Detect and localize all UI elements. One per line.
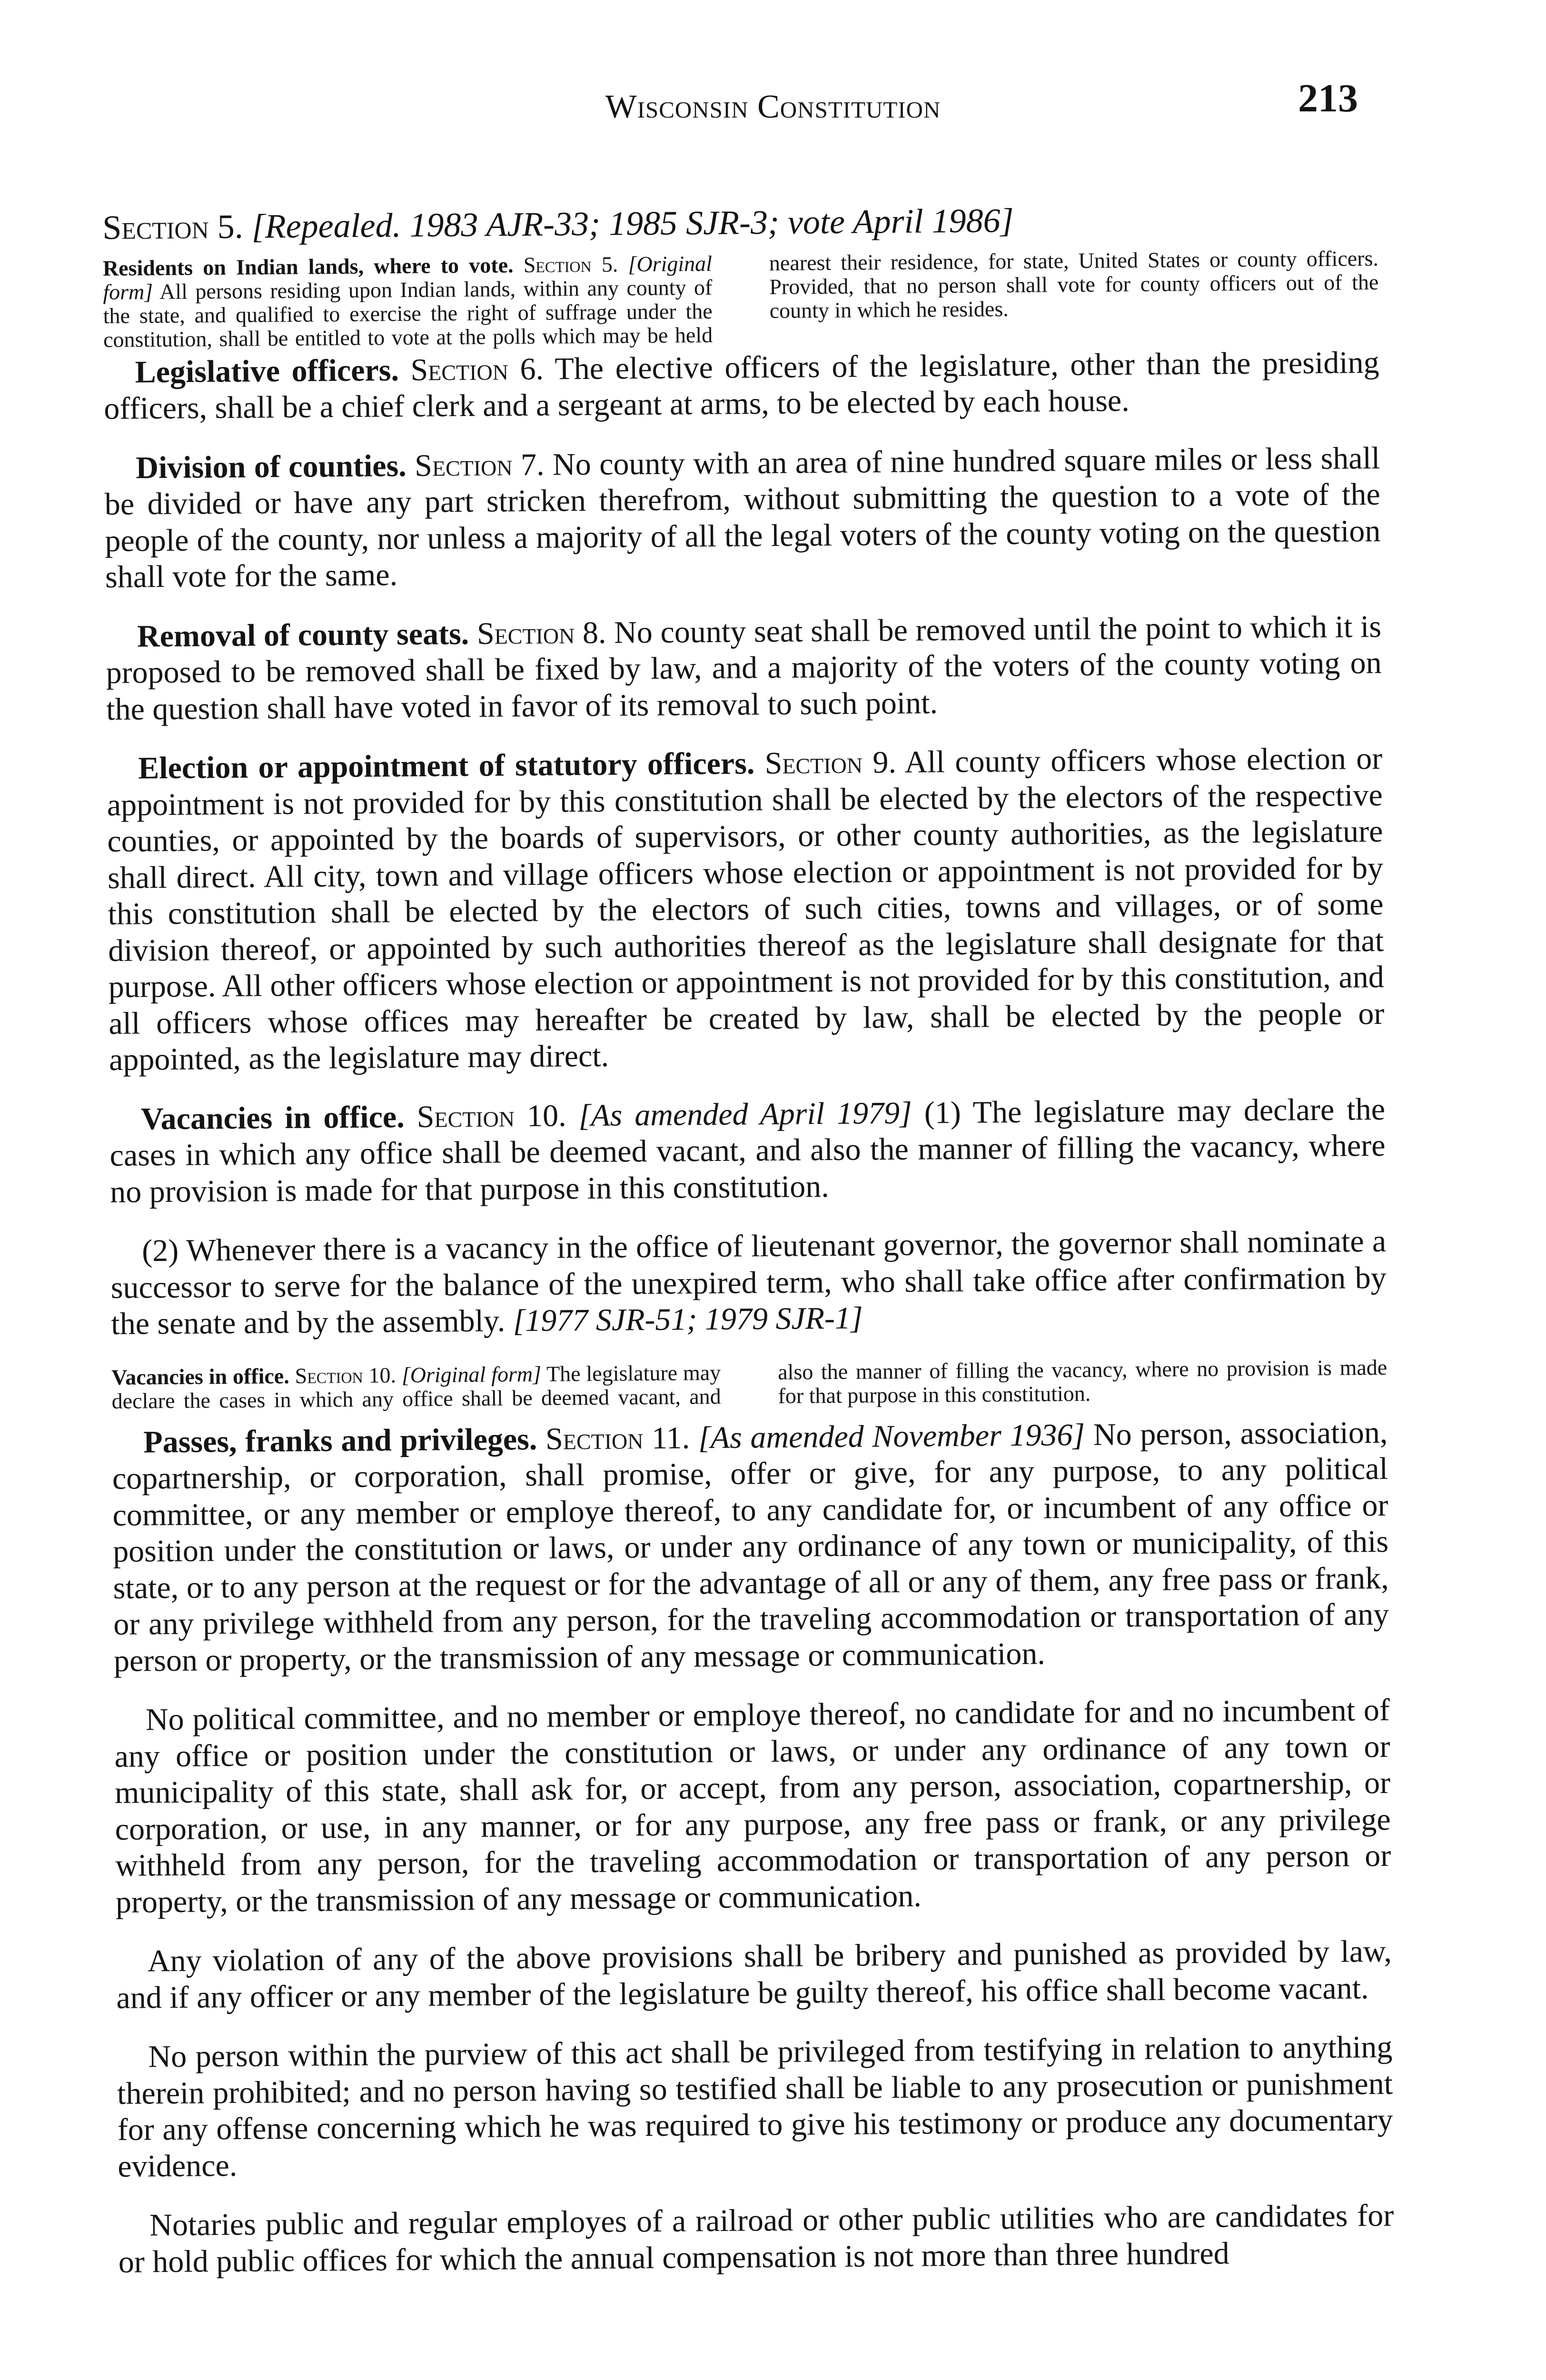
section-label: Section <box>102 208 209 247</box>
section-8 <box>106 608 1382 728</box>
section-number: 11. <box>651 1420 690 1456</box>
body-text <box>102 199 1394 2303</box>
note-section-label: Section <box>295 1363 363 1388</box>
repeal-note: [Repealed. 1983 AJR-33; 1985 SJR-3; vote April 1986] <box>251 201 1014 246</box>
section-heading: Election or appointment of statutory officers. <box>138 746 755 786</box>
amend-note: [As amended November 1936] <box>698 1417 1085 1455</box>
section-label: Section <box>545 1420 644 1457</box>
running-head: Wisconsin Constitution <box>605 89 941 125</box>
historical-note-section-10 <box>111 1355 1387 1413</box>
section-text: No county with an area of nine hundred square miles or less shall be divided or have any part stricken therefrom, without submitting the question to a vote of the people of the county, nor unless a majority of all the legal voters of the county voting on the question shall vote for the same. <box>104 440 1381 595</box>
section-number: 10. <box>526 1098 566 1133</box>
note-section-number: 5. <box>601 251 618 277</box>
historical-note-section-5 <box>103 246 1379 351</box>
section-text: (1) The legislature may declare the cases in which any office shall be deemed vacant, and also the manner of filling the vacancy, where no provision is made for that purpose in this constitution. <box>109 1091 1386 1210</box>
amend-note: [As amended April 1979] <box>578 1095 912 1133</box>
page-number: 213 <box>1298 76 1358 120</box>
section-text: (2) Whenever there is a vacancy in the office of lieutenant governor, the governor shall nominate a successor to serve for the balance of the unexpired term, who shall take office after confirmation by the senate and by the assembly. <box>110 1223 1387 1341</box>
note-heading: Residents on Indian lands, where to vote. <box>102 252 514 280</box>
section-label: Section <box>476 615 575 651</box>
section-11-paragraph-2 <box>114 1692 1392 1921</box>
section-10-paragraph-1 <box>109 1091 1386 1210</box>
section-number: 5. <box>217 207 243 246</box>
section-9 <box>107 741 1385 1079</box>
section-heading: Division of counties. <box>135 448 407 485</box>
section-6 <box>103 344 1379 427</box>
section-label: Section <box>410 351 509 387</box>
section-text: Any violation of any of the above provisions shall be bribery and punished as provided by law, and if any officer or any member of the legislature be guilty thereof, his office shall become vacant. <box>116 1934 1392 2015</box>
section-7 <box>104 440 1381 595</box>
section-10-paragraph-2 <box>110 1223 1387 1343</box>
section-11-paragraph-1 <box>112 1414 1389 1679</box>
section-text: No person within the purview of this act shall be privileged from testifying in relation to anything therein prohibited; and no person having so testified shall be liable to any prosecution or punishment for any offense concerning which he was required to give his testimony or produce any documentary evidence. <box>117 2029 1393 2184</box>
section-heading: Vacancies in office. <box>140 1099 405 1136</box>
section-label: Section <box>414 447 513 483</box>
section-text: The elective officers of the legislature, other than the presiding officers, shall be a chief clerk and a sergeant at arms, to be elected by each house. <box>104 345 1379 426</box>
section-heading: Removal of county seats. <box>137 616 469 654</box>
section-number: 6. <box>520 351 544 387</box>
section-11-paragraph-4 <box>117 2029 1393 2185</box>
section-text: No county seat shall be removed until the point to which it is proposed to be removed shall be fixed by law, and a majority of the voters of the county voting on the question shall have voted in favor of its removal to such point. <box>106 609 1382 727</box>
note-form: [Original form] <box>103 251 713 304</box>
note-heading: Vacancies in office. <box>111 1363 289 1389</box>
section-text: No political committee, and no member or employe thereof, no candidate for and no incumbent of any office or position under the constitution or laws, or under any ordinance of any town or municipality of this state, shall ask for, or accept, from any person, association, copartnership, or corporation, or use, in any manner, or for any purpose, any free pass or frank, or any privilege withheld from any person, for the traveling accommodation or transportation of any person or property, or the transmission of any message or communication. <box>114 1692 1391 1920</box>
section-heading: Passes, franks and privileges. <box>143 1421 537 1459</box>
section-heading: Legislative officers. <box>135 352 399 389</box>
section-label: Section <box>764 745 863 781</box>
section-11-paragraph-5 <box>118 2198 1394 2281</box>
citation: [1977 SJR-51; 1979 SJR-1] <box>513 1300 863 1339</box>
section-11-paragraph-3 <box>116 1934 1392 2016</box>
note-text: All persons residing upon Indian lands, within any county of the state, and qualified to exercise the right of suffrage under the constitution, shall be entitled to vote at the polls which may be held nearest their residence, for state, United States or county officers. Provided, that no person shall vote for county officers out of the county in which he resides. <box>103 246 1379 352</box>
section-text: All county officers whose election or appointment is not provided for by this constitution shall be elected by the electors of the respective counties, or appointed by the boards of supervisors, or other county authorities, as the legislature shall direct. All city, town and village officers whose election or appointment is not provided for by this constitution shall be elected by the electors of such cities, towns and villages, or of some division thereof, or appointed by such authorities thereof as the legislature shall designate for that purpose. All other officers whose election or appointment is not provided for by this constitution, and all officers whose offices may hereafter be created by law, shall be elected by the people or appointed, as the legislature may direct. <box>107 741 1385 1077</box>
section-number: 7. <box>520 447 545 482</box>
section-5-repealed <box>102 199 1378 246</box>
section-number: 9. <box>872 744 897 780</box>
section-text: Notaries public and regular employes of a railroad or other public utilities who are candidates for or hold public offices for which the annual compensation is not more than three hundred <box>118 2198 1394 2280</box>
section-label: Section <box>416 1098 515 1134</box>
section-text: No person, association, copartnership, or corporation, shall promise, offer or give, for any purpose, to any political committee, or any member or employe thereof, to any candidate for, or incumbent of any office or position under the constitution or laws, or under any ordinance of any town or municipality, of this state, or to any person at the request or for the advantage of all or any of them, any free pass or frank, or any privilege withheld from any person, for the traveling accommodation or transportation of any person or property, or the transmission of any message or communication. <box>112 1415 1389 1678</box>
note-text: The legislature may declare the cases in which any office shall be deemed vacant, and also the manner of filling the vacancy, where no provision is made for that purpose in this constitution. <box>111 1355 1387 1413</box>
note-section-number: 10. <box>368 1362 396 1388</box>
section-number: 8. <box>582 615 606 650</box>
note-form: [Original form] <box>401 1361 542 1387</box>
note-section-label: Section <box>523 252 592 277</box>
